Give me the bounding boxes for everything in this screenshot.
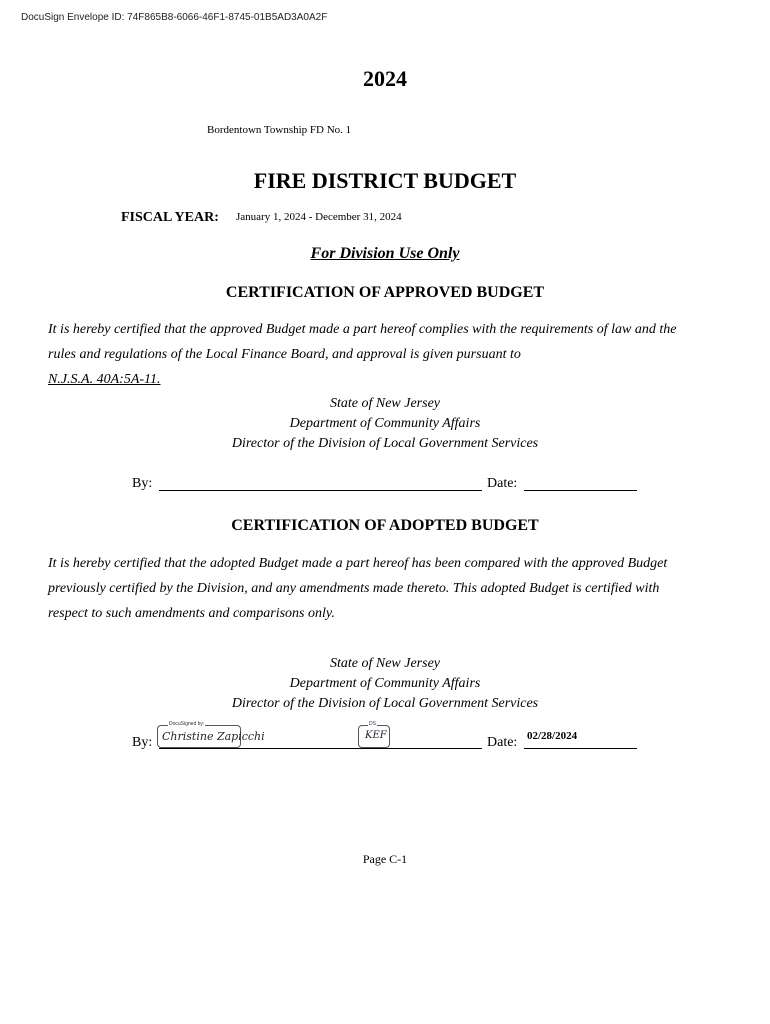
approved-director: Director of the Division of Local Government Services xyxy=(231,436,539,451)
adopted-budget-text: It is hereby certified that the adopted Budget made a part hereof has been compared with the approved Budget previously certified by the Division, and any amendments made thereto. This adopted Budget is certified with respect to such amendments and comparisons only. xyxy=(48,556,668,621)
fiscal-year-value: January 1, 2024 - December 31, 2024 xyxy=(236,211,402,223)
statute-reference: N.J.S.A. 40A:5A-11. xyxy=(48,372,161,387)
approved-date-label: Date: xyxy=(487,476,518,491)
approved-authority-block xyxy=(0,394,770,454)
approved-budget-statement: It is hereby certified that the approved Budget made a part hereof complies with the requirements of law and the rules and regulations of the Local Finance Board, and approval is given pursuant to xyxy=(48,322,677,362)
adopted-department: Department of Community Affairs xyxy=(289,676,481,691)
approved-budget-heading: CERTIFICATION OF APPROVED BUDGET xyxy=(225,284,545,301)
adopted-authority-block xyxy=(0,654,770,714)
approved-signature-line[interactable] xyxy=(159,490,482,491)
adopted-date-value: 02/28/2024 xyxy=(527,730,578,742)
district-name: Bordentown Township FD No. 1 xyxy=(207,124,352,136)
approved-department: Department of Community Affairs xyxy=(289,416,481,431)
initials: KEF xyxy=(365,730,387,741)
adopted-signature-line xyxy=(159,748,482,749)
initials-tag: DS xyxy=(369,721,376,727)
approved-state: State of New Jersey xyxy=(329,396,441,411)
approved-by-label: By: xyxy=(132,476,153,491)
approved-date-line[interactable] xyxy=(524,490,637,491)
page-number: Page C-1 xyxy=(362,852,408,866)
adopted-budget-heading: CERTIFICATION OF ADOPTED BUDGET xyxy=(231,517,539,534)
budget-year: 2024 xyxy=(363,66,407,91)
docusign-envelope-id: DocuSign Envelope ID: 74F865B8-6066-46F1-8745-01B5AD3A0A2F xyxy=(21,12,328,23)
approved-budget-text xyxy=(48,317,688,392)
docusigned-by-tag: DocuSigned by: xyxy=(169,721,205,727)
adopted-by-label: By: xyxy=(132,735,153,750)
adopted-date-label: Date: xyxy=(487,735,518,750)
signature: Christine Zapicchi xyxy=(162,730,265,743)
adopted-director: Director of the Division of Local Government Services xyxy=(231,696,539,711)
adopted-date-line xyxy=(524,748,637,749)
adopted-state: State of New Jersey xyxy=(329,656,441,671)
division-use-heading: For Division Use Only xyxy=(310,245,460,262)
page-title: FIRE DISTRICT BUDGET xyxy=(253,168,517,193)
fiscal-year-label: FISCAL YEAR: xyxy=(121,210,219,225)
